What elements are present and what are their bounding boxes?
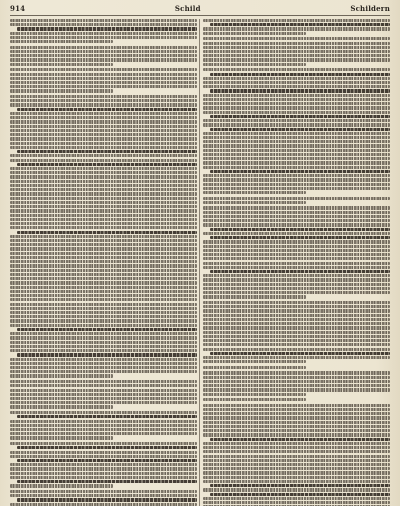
text-line — [203, 174, 390, 177]
right-column-lines — [203, 19, 390, 506]
text-line — [10, 281, 197, 284]
text-line — [210, 115, 390, 118]
text-line — [10, 133, 197, 136]
text-line — [17, 231, 197, 234]
text-line — [10, 494, 197, 497]
text-line — [203, 245, 390, 248]
text-line — [10, 503, 197, 506]
text-line — [10, 50, 197, 53]
text-line — [10, 171, 197, 174]
text-line — [203, 450, 390, 453]
text-line — [10, 264, 197, 267]
text-line — [203, 366, 306, 369]
text-line — [203, 404, 390, 407]
text-line — [203, 283, 390, 286]
text-line — [203, 305, 390, 308]
text-line — [10, 23, 197, 26]
text-line — [203, 343, 390, 346]
text-line — [203, 262, 390, 265]
text-line — [203, 111, 390, 114]
text-line — [10, 137, 197, 140]
text-line — [210, 89, 390, 92]
left-text-column — [10, 19, 197, 506]
text-line — [203, 459, 390, 462]
text-line — [203, 463, 390, 466]
text-line — [210, 170, 390, 173]
text-line — [10, 358, 197, 361]
text-line — [203, 376, 390, 379]
text-line — [203, 102, 390, 105]
text-line — [203, 219, 390, 222]
text-line — [10, 401, 197, 404]
text-line — [10, 192, 197, 195]
text-line — [10, 40, 113, 43]
text-line — [210, 73, 390, 76]
running-head-right: Schildern — [350, 4, 390, 13]
text-line — [10, 58, 197, 61]
text-line — [10, 247, 197, 250]
text-line — [10, 239, 197, 242]
text-line — [10, 46, 197, 49]
text-line — [10, 120, 197, 123]
text-line — [10, 303, 197, 306]
text-line — [203, 314, 390, 317]
text-line — [210, 484, 390, 487]
text-line — [210, 236, 390, 239]
text-line — [10, 77, 197, 80]
text-line — [203, 488, 390, 491]
text-line — [203, 380, 390, 383]
text-line — [203, 421, 390, 424]
text-line — [203, 335, 390, 338]
text-line — [10, 307, 197, 310]
text-line — [10, 146, 197, 149]
text-line — [10, 36, 197, 39]
text-line — [203, 132, 390, 135]
column-divider — [199, 19, 200, 506]
text-line — [10, 490, 197, 493]
text-line — [10, 366, 197, 369]
text-line — [203, 140, 390, 143]
text-line — [10, 315, 197, 318]
text-line — [203, 27, 390, 30]
text-line — [203, 144, 390, 147]
text-line — [10, 420, 197, 423]
text-line — [17, 150, 197, 153]
text-line — [10, 476, 197, 479]
text-line — [203, 201, 306, 204]
text-line — [203, 360, 306, 363]
text-line — [203, 467, 390, 470]
text-line — [10, 341, 197, 344]
text-line — [10, 81, 197, 84]
text-line — [10, 209, 197, 212]
text-line — [203, 278, 390, 281]
text-line — [203, 331, 390, 334]
text-line — [10, 103, 197, 106]
text-line — [203, 46, 390, 49]
text-line — [10, 273, 197, 276]
text-line — [10, 290, 197, 293]
text-line — [10, 89, 113, 92]
text-line — [10, 370, 197, 373]
text-line — [210, 438, 390, 441]
text-line — [203, 98, 390, 101]
text-line — [203, 433, 390, 436]
text-line — [203, 412, 390, 415]
text-line — [203, 42, 390, 45]
text-line — [10, 154, 197, 157]
text-line — [203, 384, 390, 387]
text-line — [17, 108, 197, 111]
text-line — [10, 205, 197, 208]
text-line — [203, 63, 306, 66]
text-line — [203, 326, 390, 329]
text-line — [10, 32, 197, 35]
text-line — [10, 95, 197, 98]
text-line — [10, 389, 197, 392]
text-line — [203, 476, 390, 479]
text-line — [203, 455, 390, 458]
text-line — [203, 348, 390, 351]
text-line — [10, 405, 113, 408]
text-line — [203, 446, 390, 449]
text-line — [203, 240, 390, 243]
right-text-column — [203, 19, 390, 506]
text-line — [17, 459, 197, 462]
text-line — [10, 99, 197, 102]
text-line — [10, 298, 197, 301]
text-columns — [10, 19, 390, 506]
text-line — [203, 81, 390, 84]
text-line — [203, 187, 390, 190]
text-line — [17, 328, 197, 331]
text-line — [203, 68, 390, 71]
text-line — [10, 380, 197, 383]
text-line — [10, 397, 197, 400]
text-line — [10, 167, 197, 170]
text-line — [203, 266, 390, 269]
text-line — [10, 188, 197, 191]
text-line — [203, 388, 390, 391]
text-line — [203, 257, 390, 260]
text-line — [10, 63, 113, 66]
text-line — [203, 309, 390, 312]
text-line — [203, 58, 390, 61]
text-line — [203, 215, 390, 218]
text-line — [10, 484, 113, 487]
text-line — [10, 349, 197, 352]
text-line — [203, 119, 390, 122]
text-line — [10, 129, 197, 132]
text-line — [10, 336, 197, 339]
text-line — [203, 253, 390, 256]
page-header — [10, 5, 390, 16]
text-line — [203, 442, 390, 445]
text-line — [10, 243, 197, 246]
text-line — [203, 197, 390, 200]
text-line — [10, 393, 197, 396]
text-line — [10, 455, 197, 458]
text-line — [203, 408, 390, 411]
text-line — [10, 467, 197, 470]
text-line — [10, 159, 197, 162]
text-line — [10, 222, 197, 225]
text-line — [10, 324, 197, 327]
text-line — [203, 19, 390, 22]
text-line — [203, 416, 390, 419]
text-line — [203, 211, 390, 214]
text-line — [203, 356, 390, 359]
text-line — [10, 226, 197, 229]
text-line — [203, 77, 390, 80]
text-line — [210, 493, 390, 496]
text-line — [17, 27, 197, 30]
text-line — [17, 353, 197, 356]
text-line — [203, 301, 390, 304]
text-line — [203, 94, 390, 97]
text-line — [10, 214, 197, 217]
text-line — [10, 311, 197, 314]
text-line — [203, 157, 390, 160]
text-line — [203, 287, 390, 290]
text-line — [10, 73, 197, 76]
text-line — [203, 339, 390, 342]
text-line — [10, 451, 197, 454]
text-line — [10, 411, 197, 414]
text-line — [210, 128, 390, 131]
text-line — [203, 206, 390, 209]
text-line — [10, 235, 197, 238]
text-line — [203, 232, 390, 235]
text-line — [203, 398, 306, 401]
text-line — [203, 85, 390, 88]
text-line — [10, 424, 197, 427]
text-line — [10, 319, 197, 322]
text-line — [17, 163, 197, 166]
text-line — [203, 497, 390, 500]
text-line — [203, 425, 390, 428]
text-line — [10, 472, 197, 475]
text-line — [10, 54, 197, 57]
text-line — [210, 228, 390, 231]
text-line — [203, 322, 390, 325]
text-line — [10, 436, 113, 439]
text-line — [10, 116, 197, 119]
text-line — [203, 37, 390, 40]
text-line — [203, 50, 390, 53]
text-line — [203, 393, 306, 396]
text-line — [203, 136, 390, 139]
running-head-left: Schild — [174, 4, 201, 13]
text-line — [203, 480, 390, 483]
text-line — [203, 274, 390, 277]
text-line — [10, 362, 197, 365]
text-line — [10, 175, 197, 178]
text-line — [10, 19, 197, 22]
text-line — [10, 218, 197, 221]
text-line — [203, 223, 390, 226]
text-line — [10, 432, 197, 435]
text-line — [17, 498, 197, 501]
text-line — [17, 415, 197, 418]
text-line — [203, 32, 306, 35]
text-line — [10, 125, 197, 128]
text-line — [203, 166, 390, 169]
text-line — [203, 249, 390, 252]
text-line — [203, 178, 390, 181]
text-line — [10, 384, 197, 387]
text-line — [10, 463, 197, 466]
text-line — [10, 184, 197, 187]
text-line — [10, 260, 197, 263]
text-line — [203, 501, 390, 504]
text-line — [203, 123, 390, 126]
text-line — [203, 54, 390, 57]
page-number: 914 — [10, 4, 26, 13]
text-line — [203, 471, 390, 474]
text-line — [210, 352, 390, 355]
text-line — [10, 85, 197, 88]
text-line — [10, 428, 197, 431]
text-line — [203, 106, 390, 109]
text-line — [203, 161, 390, 164]
text-line — [10, 256, 197, 259]
text-line — [210, 270, 390, 273]
text-line — [10, 286, 197, 289]
text-line — [10, 201, 197, 204]
text-line — [10, 332, 197, 335]
text-line — [203, 295, 306, 298]
text-line — [10, 197, 197, 200]
text-line — [10, 180, 197, 183]
text-line — [10, 374, 113, 377]
text-line — [10, 112, 197, 115]
text-line — [10, 345, 197, 348]
text-line — [203, 183, 390, 186]
text-line — [210, 23, 390, 26]
text-line — [10, 68, 197, 71]
text-line — [203, 191, 306, 194]
text-line — [203, 318, 390, 321]
text-line — [10, 269, 197, 272]
text-line — [10, 142, 197, 145]
left-column-lines — [10, 19, 197, 506]
text-line — [10, 277, 197, 280]
text-line — [10, 442, 197, 445]
text-line — [203, 149, 390, 152]
text-line — [203, 153, 390, 156]
text-line — [17, 446, 197, 449]
text-line — [203, 291, 390, 294]
text-line — [10, 294, 197, 297]
text-line — [10, 252, 197, 255]
text-line — [17, 480, 197, 483]
text-line — [203, 429, 390, 432]
text-line — [203, 371, 390, 374]
